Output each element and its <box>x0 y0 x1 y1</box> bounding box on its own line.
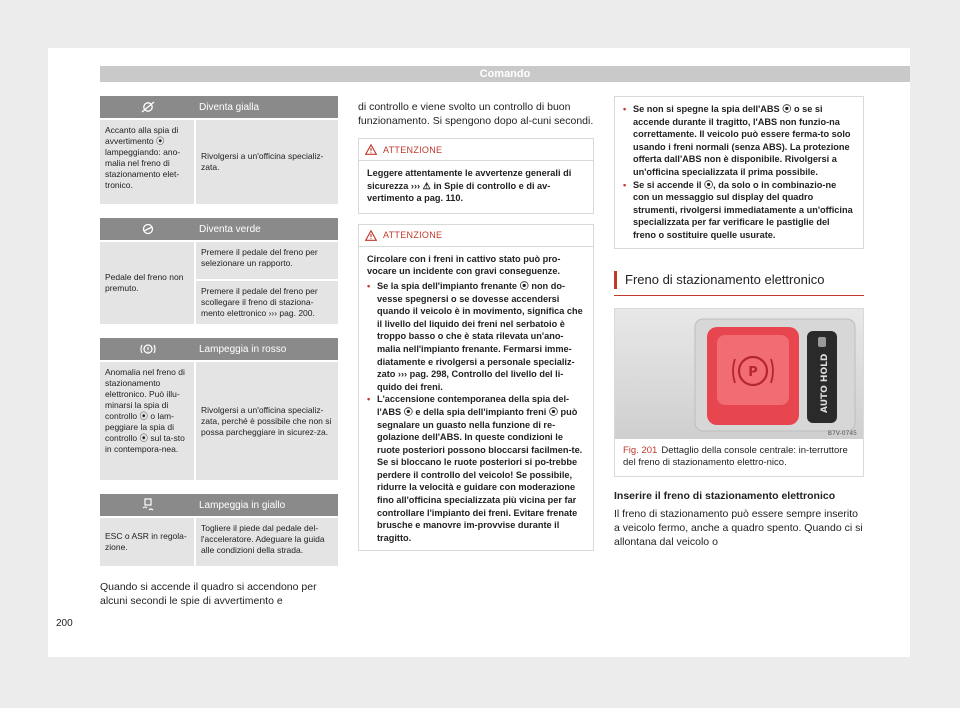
figure <box>614 308 864 477</box>
body-text: di controllo e viene svolto un controllo di buon funzionamento. Si spengono dopo al-cuni secondi. <box>358 101 594 127</box>
figure-caption: Fig. 201 Dettaglio della console centrale: in-terruttore del freno di stazionamento elettro-nico. <box>623 444 848 469</box>
esc-icon <box>140 498 156 512</box>
warning-label: ATTENZIONE <box>383 144 443 155</box>
warning-triangle-icon <box>365 144 377 155</box>
table-title: Diventa verde <box>199 223 261 235</box>
body-text: Il freno di stazionamento può essere sempre inserito a veicolo fermo, anche a quadro spento. Quando ci si allontana dal veicolo o <box>614 507 863 548</box>
brake-crossed-icon <box>140 101 156 113</box>
table-title: Lampeggia in giallo <box>199 499 286 511</box>
list-item: • Se si accende il ⦿, da solo o in combinazio-ne con un messaggio sul display del quadro strumenti, rivolgersi immediatamente a un'officina specializzata per far verificare le pastiglie del freno o sostituire quelle usurate. <box>623 179 853 240</box>
page-number: 200 <box>56 618 73 629</box>
status-table <box>100 338 338 480</box>
table-title: Lampeggia in rosso <box>199 343 287 355</box>
table-row: Pedale del freno non premuto. Premere il pedale del freno per selezionare un rapporto. Premere il pedale del freno per scollegare il freno di staziona-mento elettronico ››› pag. 200. <box>100 240 338 324</box>
status-table <box>100 96 338 204</box>
body-text: Quando si accende il quadro si accendono per alcuni secondi le spie di avvertimento e <box>100 581 317 607</box>
table-row: ESC o ASR in regola-zione. Togliere il piede dal pedale del-l'acceleratore. Adeguare la guida alle condizioni della strada. <box>100 516 338 566</box>
warning-box: ATTENZIONE Circolare con i freni in cattivo stato può pro-vocare un incidente con gravi conseguenze. • Se la spia dell'impianto frenante ⦿ non do-vesse spegnersi o se dovesse accendersi quando il veicolo è in movimento, significa che il livello del liquido dei freni nel serbatoio è troppo basso o che è stata rilevata un'ano-malia nell'impianto frenante. Fermarsi imme-diatamente e rivolgersi a personale specializ-zato ››› pag. 298, Controllo del livello del li-quido dei freni. • L'accensione contemporanea della spia del-l'ABS ⦿ e della spia dell'impianto freni ⦿ può segnalare un guasto nella funzione di re-golazione dell'ABS. In queste condizioni le ruote posteriori possono bloccarsi facilmen-te. Se si bloccano le ruote posteriori si po-trebbe perdere il controllo del veicolo! Se possibile, ridurre la velocità e guidare con moderazione fino all'officina specializzata più vicina per far controllare l'impianto dei freni. Evitare frenate brusche e manovre im-provvise durante il tragitto. <box>358 224 594 552</box>
figure-code: B7V-0745 <box>827 429 857 437</box>
figure-label: Fig. 201 <box>623 444 658 456</box>
list-item: • L'accensione contemporanea della spia del-l'ABS ⦿ e della spia dell'impianto freni ⦿ può segnalare un guasto nella funzione di re-golazione dell'ABS. In queste condizioni le ruote posteriori possono bloccarsi facilmen-te. Se si bloccano le ruote posteriori si po-trebbe perdere il controllo del veicolo! Se possibile, ridurre la velocità e guidare con moderazione fino all'officina specializzata più vicina per far controllare l'impianto dei freni. Evitare frenate brusche e manovre im-provvise durante il tragitto. <box>367 394 583 543</box>
list-item: • Se la spia dell'impianto frenante ⦿ non do-vesse spegnersi o se dovesse accendersi quando il veicolo è in movimento, significa che il livello del liquido dei freni nel serbatoio è troppo basso o che è stata rilevata un'ano-malia nell'impianto frenante. Fermarsi imme-diatamente e rivolgersi a personale specializ-zato ››› pag. 298, Controllo del livello del li-quido dei freni. <box>367 280 583 392</box>
middle-column <box>358 100 594 551</box>
warning-triangle-icon <box>365 230 377 241</box>
warning-box-continued <box>614 96 864 249</box>
left-column <box>100 96 338 608</box>
table-row: Anomalia nel freno di stazionamento elettronico. Può illu-minarsi la spia di controllo ⦿ o lam-peggiare la spia di controllo ⦿ sul ta-sto in contempora-nea. Rivolgersi a un'officina specializ-zata, perché è possibile che non si possa parcheggiare in sicurez-za. <box>100 360 338 480</box>
warning-label: ATTENZIONE <box>383 230 443 241</box>
brake-warning-icon <box>139 343 157 355</box>
warning-box: ATTENZIONE Leggere attentamente le avvertenze generali di sicurezza ››› ⚠ in Spie di controllo e di av-vertimento a pag. 110. <box>358 138 594 214</box>
svg-text:P: P <box>748 364 758 380</box>
subheading: Inserire il freno di stazionamento elettronico <box>614 489 836 502</box>
console-photo <box>615 309 863 439</box>
section-title: Freno di stazionamento elettronico <box>614 271 864 289</box>
brake-released-icon <box>140 223 156 235</box>
page-header: Comando <box>100 66 910 82</box>
status-table <box>100 494 338 566</box>
status-table <box>100 218 338 324</box>
list-item: • Se non si spegne la spia dell'ABS ⦿ o se si accende durante il tragitto, l'ABS non funzio-na correttamente. Il veicolo può essere ferma-to solo usando i freni normali (senza ABS). La protezione offerta dall'ABS non è disponibile. Rivolgersi a un'officina specializzata il prima possibile. <box>623 104 851 177</box>
table-row: Accanto alla spia di avvertimento ⦿ lampeggiando: ano-malia nel freno di stazionamento elet-tronico. Rivolgersi a un'officina specializ-zata. <box>100 118 338 204</box>
manual-page <box>48 48 910 657</box>
auto-hold-label: AUTO HOLD <box>820 353 830 413</box>
table-title: Diventa gialla <box>199 101 260 113</box>
right-column <box>614 96 864 549</box>
parking-brake-switch-illustration <box>615 309 863 439</box>
